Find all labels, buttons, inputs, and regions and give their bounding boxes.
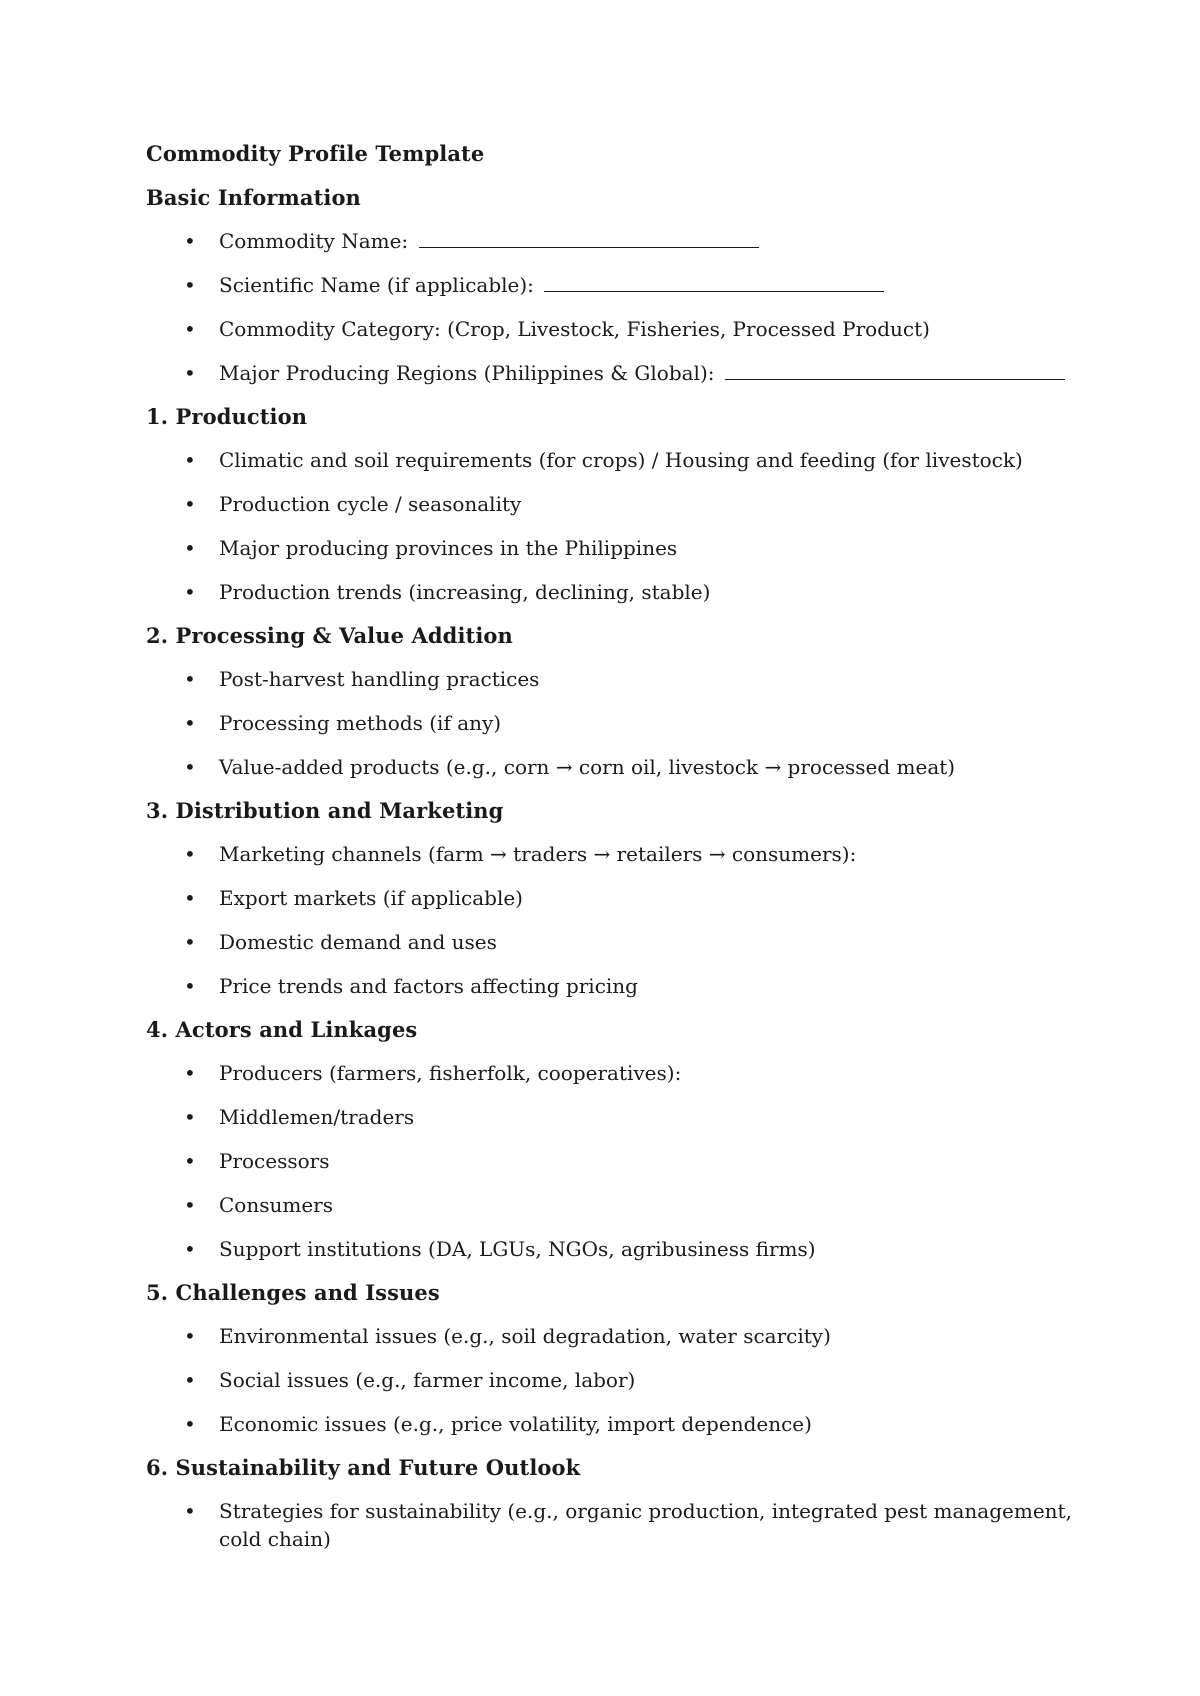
bullet-icon: •: [184, 930, 196, 954]
list-item: • Processors: [184, 1149, 330, 1173]
bullet-icon: •: [184, 1061, 196, 1085]
list-item: • Social issues (e.g., farmer income, labor): [184, 1368, 636, 1392]
list-item: • Strategies for sustainability (e.g., organic production, integrated pest management, cold chain): [184, 1499, 1072, 1551]
list-item: • Post-harvest handling practices: [184, 667, 540, 691]
bullet-icon: •: [184, 1368, 196, 1392]
bullet-icon: •: [184, 273, 196, 297]
bullet-icon: •: [184, 755, 196, 779]
list-item: • Major Producing Regions (Philippines & Global):: [146, 359, 1086, 387]
bullet-icon: •: [184, 886, 196, 910]
bullet-icon: •: [184, 448, 196, 472]
list-item: • Support institutions (DA, LGUs, NGOs, agribusiness firms): [184, 1237, 816, 1261]
section-heading-actors: 4. Actors and Linkages: [146, 1017, 418, 1042]
sustainability-list: [146, 1497, 1086, 1553]
section-heading-basic-information: Basic Information: [146, 185, 361, 210]
list-item: • Production cycle / seasonality: [184, 492, 522, 516]
bullet-icon: •: [184, 580, 196, 604]
document-page: [146, 140, 1086, 1569]
list-item: • Economic issues (e.g., price volatility, import dependence): [184, 1412, 812, 1436]
distribution-list: [146, 840, 1086, 1000]
list-item: • Marketing channels (farm → traders → retailers → consumers):: [184, 842, 857, 866]
list-item: • Climatic and soil requirements (for crops) / Housing and feeding (for livestock): [184, 448, 1023, 472]
bullet-icon: •: [184, 1324, 196, 1348]
fill-in-blank-line[interactable]: [419, 227, 759, 248]
production-list: [146, 446, 1086, 606]
list-item: • Producers (farmers, fisherfolk, cooperatives):: [184, 1061, 682, 1085]
section-heading-distribution: 3. Distribution and Marketing: [146, 798, 504, 823]
list-item: • Domestic demand and uses: [184, 930, 497, 954]
bullet-icon: •: [184, 1499, 196, 1523]
document-title: Commodity Profile Template: [146, 141, 485, 166]
section-heading-processing: 2. Processing & Value Addition: [146, 623, 513, 648]
actors-list: [146, 1059, 1086, 1263]
list-item: • Processing methods (if any): [184, 711, 502, 735]
list-item: • Commodity Name:: [146, 227, 1086, 255]
challenges-list: [146, 1322, 1086, 1438]
bullet-icon: •: [184, 974, 196, 998]
section-heading-challenges: 5. Challenges and Issues: [146, 1280, 440, 1305]
bullet-icon: •: [184, 667, 196, 691]
bullet-icon: •: [184, 1105, 196, 1129]
list-item: • Environmental issues (e.g., soil degradation, water scarcity): [184, 1324, 831, 1348]
list-item: • Consumers: [184, 1193, 333, 1217]
bullet-icon: •: [184, 492, 196, 516]
fill-in-blank-line[interactable]: [544, 271, 884, 292]
list-item: • Major producing provinces in the Philippines: [184, 536, 678, 560]
fill-in-blank-line[interactable]: [725, 359, 1065, 380]
list-item: • Export markets (if applicable): [184, 886, 523, 910]
list-item: • Value-added products (e.g., corn → corn oil, livestock → processed meat): [184, 755, 956, 779]
bullet-icon: •: [184, 711, 196, 735]
bullet-icon: •: [184, 1193, 196, 1217]
list-item: • Middlemen/traders: [184, 1105, 415, 1129]
bullet-icon: •: [184, 536, 196, 560]
bullet-icon: •: [184, 1237, 196, 1261]
bullet-icon: •: [184, 842, 196, 866]
list-item: • Price trends and factors affecting pricing: [184, 974, 638, 998]
bullet-icon: •: [184, 361, 196, 385]
basic-information-list: [146, 227, 1086, 387]
bullet-icon: •: [184, 229, 196, 253]
processing-list: [146, 665, 1086, 781]
bullet-icon: •: [184, 317, 196, 341]
list-item: • Commodity Category: (Crop, Livestock, Fisheries, Processed Product): [184, 317, 930, 341]
list-item: • Scientific Name (if applicable):: [146, 271, 1086, 299]
list-item: • Production trends (increasing, declining, stable): [184, 580, 711, 604]
section-heading-sustainability: 6. Sustainability and Future Outlook: [146, 1455, 581, 1480]
section-heading-production: 1. Production: [146, 404, 308, 429]
bullet-icon: •: [184, 1149, 196, 1173]
bullet-icon: •: [184, 1412, 196, 1436]
